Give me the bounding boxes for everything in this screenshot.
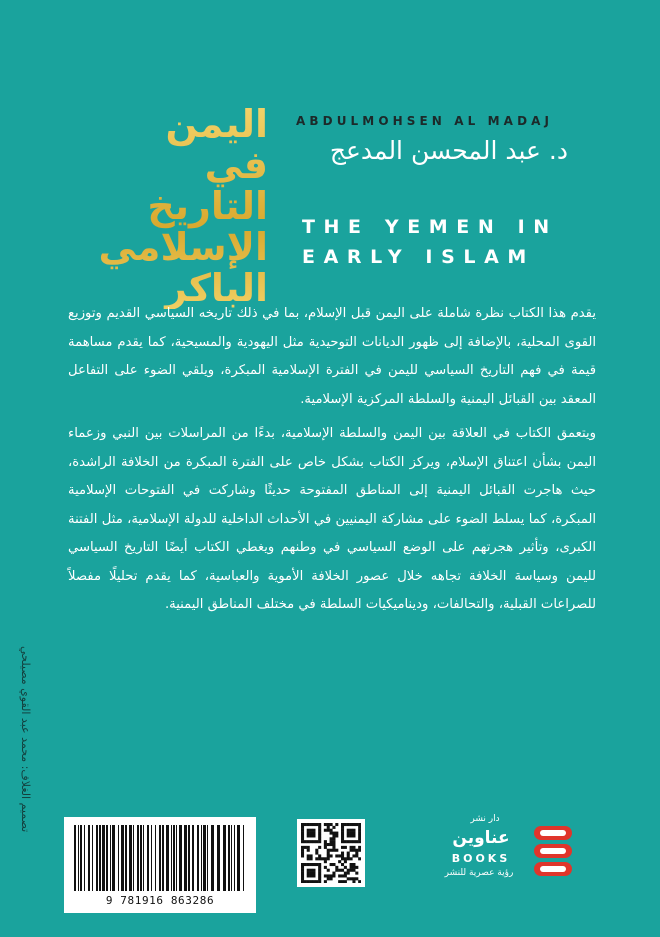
qr-module xyxy=(310,829,313,832)
qr-module xyxy=(347,823,350,826)
qr-module xyxy=(358,832,361,835)
qr-module xyxy=(350,846,353,849)
qr-module xyxy=(312,834,315,837)
barcode-bar xyxy=(143,825,144,891)
qr-module xyxy=(352,869,355,872)
barcode-icon xyxy=(72,825,248,891)
qr-module xyxy=(347,872,350,875)
qr-module xyxy=(358,857,361,860)
qr-module xyxy=(310,834,313,837)
barcode-bar xyxy=(137,825,139,891)
qr-module xyxy=(312,823,315,826)
qr-module xyxy=(352,866,355,869)
isbn-barcode xyxy=(64,817,256,913)
qr-module xyxy=(330,823,333,826)
qr-module xyxy=(350,823,353,826)
qr-module xyxy=(341,829,344,832)
qr-module xyxy=(350,863,353,866)
qr-module xyxy=(324,857,327,860)
qr-module xyxy=(330,837,333,840)
barcode-bar xyxy=(162,825,164,891)
barcode-bar xyxy=(197,825,199,891)
qr-module xyxy=(310,880,313,883)
qr-module xyxy=(350,866,353,869)
qr-module xyxy=(341,846,344,849)
qr-module xyxy=(301,880,304,883)
qr-module xyxy=(355,852,358,855)
qr-module xyxy=(307,849,310,852)
qr-module xyxy=(324,874,327,877)
qr-module xyxy=(358,834,361,837)
qr-module xyxy=(335,866,338,869)
qr-module xyxy=(310,863,313,866)
qr-module xyxy=(358,880,361,883)
qr-module xyxy=(344,823,347,826)
qr-module xyxy=(341,834,344,837)
qr-module xyxy=(347,832,350,835)
qr-module xyxy=(330,877,333,880)
qr-module xyxy=(350,869,353,872)
qr-module xyxy=(327,854,330,857)
qr-module xyxy=(352,829,355,832)
qr-module xyxy=(347,840,350,843)
qr-module xyxy=(332,826,335,829)
qr-module xyxy=(318,840,321,843)
qr-module xyxy=(332,843,335,846)
qr-module xyxy=(352,849,355,852)
english-title-line: THE YEMEN IN xyxy=(302,216,558,238)
qr-module xyxy=(350,832,353,835)
qr-module xyxy=(315,857,318,860)
qr-module xyxy=(344,840,347,843)
qr-module xyxy=(344,872,347,875)
qr-module xyxy=(335,849,338,852)
qr-module xyxy=(301,863,304,866)
barcode-bar xyxy=(176,825,177,891)
barcode-bar xyxy=(88,825,90,891)
qr-module xyxy=(318,826,321,829)
qr-module xyxy=(347,852,350,855)
qr-module xyxy=(324,846,327,849)
qr-module xyxy=(307,823,310,826)
qr-module xyxy=(301,837,304,840)
barcode-bar xyxy=(155,825,156,891)
qr-module xyxy=(307,846,310,849)
arabic-title-line: في xyxy=(204,143,268,187)
qr-module xyxy=(310,872,313,875)
qr-module xyxy=(352,854,355,857)
qr-module xyxy=(307,857,310,860)
qr-module xyxy=(350,829,353,832)
qr-module xyxy=(307,834,310,837)
qr-module xyxy=(347,857,350,860)
qr-module xyxy=(307,854,310,857)
qr-module xyxy=(338,869,341,872)
qr-module xyxy=(318,877,321,880)
qr-module xyxy=(301,849,304,852)
qr-module xyxy=(301,823,304,826)
qr-module xyxy=(327,852,330,855)
qr-module xyxy=(327,869,330,872)
qr-module xyxy=(301,852,304,855)
qr-module xyxy=(341,874,344,877)
barcode-bar xyxy=(121,825,124,891)
barcode-bar xyxy=(140,825,142,891)
qr-module xyxy=(335,834,338,837)
qr-module xyxy=(355,849,358,852)
qr-module xyxy=(344,866,347,869)
qr-module xyxy=(341,863,344,866)
qr-module xyxy=(307,863,310,866)
qr-module xyxy=(312,832,315,835)
barcode-bar xyxy=(159,825,161,891)
barcode-bar xyxy=(74,825,76,891)
qr-module xyxy=(310,840,313,843)
qr-module xyxy=(335,854,338,857)
barcode-bar xyxy=(228,825,230,891)
book-stack-icon xyxy=(532,824,576,880)
qr-module xyxy=(358,829,361,832)
qr-module xyxy=(318,829,321,832)
qr-module xyxy=(341,869,344,872)
qr-module xyxy=(332,846,335,849)
qr-module xyxy=(318,834,321,837)
qr-module xyxy=(324,840,327,843)
qr-module xyxy=(330,874,333,877)
barcode-bar xyxy=(112,825,115,891)
qr-module xyxy=(318,866,321,869)
qr-module xyxy=(318,846,321,849)
qr-module xyxy=(332,840,335,843)
qr-module xyxy=(301,832,304,835)
qr-module xyxy=(304,823,307,826)
qr-module xyxy=(318,832,321,835)
qr-module xyxy=(330,843,333,846)
qr-module xyxy=(341,823,344,826)
qr-module xyxy=(350,857,353,860)
qr-module xyxy=(318,872,321,875)
blurb-paragraph: ويتعمق الكتاب في العلاقة بين اليمن والسلطة الإسلامية، بدءًا من المراسلات بين النبي وزعماء اليمن بشأن اعتناق الإسلام، ويركز الكتاب بشكل خاص على الفترة المبكرة من الخلافة الراشدة، حيث هاجرت القبائل اليمنية إلى المناطق المفتوحة حديثًا وشاركت في الفتوحات الإسلامية المبكرة، كما يسلط الضوء على مشاركة اليمنيين في الأحداث الداخلية للدولة الإسلامية، مثل الفتنة الكبرى، وتأثير هجرتهم على الوضع السياسي في وطنهم ويغطي الكتاب أيضًا التاريخ السياسي لليمن وسياسة الخلافة تجاهه خلال عصور الخلافة الأموية والعباسية، كما يقدم تحليلًا مفصلاً للصراعات القبلية، والتحالفات، وديناميكيات السلطة في مختلف المناطق اليمنية. xyxy=(68,426,596,612)
qr-module xyxy=(324,823,327,826)
qr-module xyxy=(341,826,344,829)
qr-module xyxy=(318,837,321,840)
qr-module xyxy=(307,840,310,843)
qr-module xyxy=(315,852,318,855)
publisher-name-english: BOOKS xyxy=(451,852,511,865)
qr-module xyxy=(301,872,304,875)
qr-module xyxy=(318,880,321,883)
barcode-bar xyxy=(99,825,101,891)
qr-module xyxy=(301,874,304,877)
qr-code-icon xyxy=(301,823,361,883)
barcode-bar xyxy=(237,825,240,891)
qr-module xyxy=(332,863,335,866)
qr-module xyxy=(312,874,315,877)
qr-module xyxy=(318,854,321,857)
qr-module xyxy=(327,843,330,846)
qr-module xyxy=(330,832,333,835)
qr-module xyxy=(350,840,353,843)
qr-module xyxy=(358,846,361,849)
qr-module xyxy=(312,840,315,843)
barcode-bar xyxy=(110,825,111,891)
qr-module xyxy=(301,826,304,829)
barcode-bar xyxy=(171,825,172,891)
barcode-bar xyxy=(201,825,202,891)
qr-module xyxy=(335,832,338,835)
qr-module xyxy=(350,877,353,880)
qr-module xyxy=(344,857,347,860)
qr-module xyxy=(327,877,330,880)
qr-module xyxy=(341,880,344,883)
barcode-bar xyxy=(184,825,187,891)
barcode-bar xyxy=(211,825,214,891)
qr-module xyxy=(332,832,335,835)
qr-module xyxy=(318,863,321,866)
qr-module xyxy=(332,837,335,840)
qr-module xyxy=(341,854,344,857)
qr-module xyxy=(324,880,327,883)
barcode-bar xyxy=(203,825,206,891)
qr-module xyxy=(338,854,341,857)
qr-module xyxy=(304,846,307,849)
qr-module xyxy=(335,823,338,826)
publisher-name-arabic: عناوين xyxy=(452,828,510,848)
blurb-paragraph: يقدم هذا الكتاب نظرة شاملة على اليمن قبل الإسلام، بما في ذلك تاريخه السياسي القديم وتوزيع القوى المحلية، بالإضافة إلى ظهور الديانات التوحيدية مثل اليهودية والمسيحية، كما يقدم مساهمة قيمة في فهم التاريخ السياسي لليمن في الفترة الإسلامية المبكرة، ويلقي الضوء على التفاعل المعقد بين القبائل اليمنية والسلطة المركزية الإسلامية. xyxy=(68,306,596,407)
qr-module xyxy=(312,869,315,872)
qr-module xyxy=(330,829,333,832)
qr-module xyxy=(332,834,335,837)
qr-module xyxy=(355,872,358,875)
qr-module xyxy=(324,829,327,832)
cover-design-credit: تصميم الغلاف: محمد عبد القوي مصيلحي xyxy=(19,645,32,832)
qr-module xyxy=(352,832,355,835)
qr-module xyxy=(307,874,310,877)
barcode-bar xyxy=(147,825,149,891)
barcode-bar xyxy=(192,825,194,891)
qr-module xyxy=(341,840,344,843)
qr-module xyxy=(318,857,321,860)
arabic-title-line: التاريخ xyxy=(147,184,268,228)
qr-module xyxy=(327,829,330,832)
barcode-bar xyxy=(80,825,82,891)
barcode-bar xyxy=(217,825,220,891)
barcode-bar xyxy=(234,825,235,891)
qr-module xyxy=(327,823,330,826)
qr-module xyxy=(315,849,318,852)
barcode-bar xyxy=(118,825,119,891)
qr-module xyxy=(304,863,307,866)
publisher-logo xyxy=(420,812,590,902)
barcode-bar xyxy=(223,825,226,891)
qr-module xyxy=(344,860,347,863)
qr-module xyxy=(341,837,344,840)
qr-module xyxy=(310,857,313,860)
publisher-label: دار نشر xyxy=(470,814,500,824)
qr-module xyxy=(301,866,304,869)
author-name-arabic: د. عبد المحسن المدعج xyxy=(329,136,568,165)
qr-module xyxy=(324,866,327,869)
qr-module xyxy=(315,840,318,843)
barcode-bar xyxy=(78,825,79,891)
qr-module xyxy=(350,834,353,837)
barcode-bar xyxy=(231,825,232,891)
qr-module xyxy=(327,857,330,860)
qr-module xyxy=(341,852,344,855)
qr-module xyxy=(318,869,321,872)
qr-module xyxy=(347,869,350,872)
qr-module xyxy=(352,863,355,866)
qr-module xyxy=(330,849,333,852)
arabic-title-line: اليمن xyxy=(165,102,268,146)
qr-module xyxy=(301,829,304,832)
qr-module xyxy=(324,860,327,863)
qr-module xyxy=(352,840,355,843)
qr-module xyxy=(301,877,304,880)
english-title xyxy=(302,212,602,272)
qr-module xyxy=(355,854,358,857)
barcode-bar xyxy=(96,825,98,891)
qr-module xyxy=(332,872,335,875)
qr-module xyxy=(321,857,324,860)
qr-module xyxy=(332,849,335,852)
qr-module xyxy=(327,849,330,852)
qr-module xyxy=(310,832,313,835)
qr-module xyxy=(330,840,333,843)
english-title-line: EARLY ISLAM xyxy=(302,246,535,268)
qr-module xyxy=(307,872,310,875)
arabic-title xyxy=(96,104,268,309)
qr-module xyxy=(352,823,355,826)
qr-module xyxy=(315,823,318,826)
qr-module xyxy=(310,823,313,826)
barcode-bar xyxy=(102,825,105,891)
barcode-bar xyxy=(92,825,93,891)
qr-module xyxy=(332,874,335,877)
qr-module xyxy=(352,880,355,883)
qr-module xyxy=(350,849,353,852)
qr-module xyxy=(315,863,318,866)
qr-module xyxy=(341,832,344,835)
barcode-bar xyxy=(243,825,244,891)
qr-module xyxy=(310,854,313,857)
barcode-bar xyxy=(207,825,208,891)
qr-module xyxy=(315,880,318,883)
qr-module xyxy=(347,854,350,857)
publisher-tagline: رؤية عصرية للنشر xyxy=(444,868,514,878)
qr-module xyxy=(318,823,321,826)
qr-module xyxy=(358,837,361,840)
qr-module xyxy=(347,829,350,832)
qr-module xyxy=(307,829,310,832)
barcode-bar xyxy=(106,825,108,891)
barcode-bar xyxy=(125,825,127,891)
barcode-bar xyxy=(129,825,132,891)
qr-module xyxy=(307,832,310,835)
qr-module xyxy=(301,869,304,872)
qr-module xyxy=(307,869,310,872)
qr-module xyxy=(312,863,315,866)
qr-module xyxy=(304,840,307,843)
isbn-number: 9 781916 863286 xyxy=(105,894,215,907)
qr-module xyxy=(301,854,304,857)
arabic-title-line: الباكر xyxy=(165,266,268,310)
qr-module xyxy=(355,877,358,880)
qr-module xyxy=(307,880,310,883)
qr-module xyxy=(301,834,304,837)
author-name-english: ABDULMOHSEN AL MADAJ xyxy=(296,114,554,128)
qr-module xyxy=(335,869,338,872)
arabic-title-line: الإسلامي xyxy=(98,225,268,269)
qr-module xyxy=(358,823,361,826)
qr-module xyxy=(327,874,330,877)
qr-module xyxy=(355,840,358,843)
qr-module xyxy=(344,880,347,883)
qr-module xyxy=(312,872,315,875)
qr-module xyxy=(341,857,344,860)
qr-module xyxy=(330,863,333,866)
qr-module xyxy=(310,874,313,877)
qr-module xyxy=(338,860,341,863)
qr-module xyxy=(347,834,350,837)
qr-module xyxy=(330,854,333,857)
barcode-bar xyxy=(188,825,190,891)
qr-code xyxy=(297,819,365,887)
barcode-bar xyxy=(133,825,134,891)
qr-module xyxy=(304,880,307,883)
blurb xyxy=(68,300,596,626)
qr-module xyxy=(355,866,358,869)
qr-module xyxy=(347,877,350,880)
qr-module xyxy=(301,840,304,843)
qr-module xyxy=(358,840,361,843)
qr-module xyxy=(355,823,358,826)
qr-module xyxy=(327,826,330,829)
qr-module xyxy=(312,829,315,832)
barcode-bar xyxy=(151,825,152,891)
barcode-bar xyxy=(179,825,182,891)
qr-module xyxy=(352,834,355,837)
qr-module xyxy=(344,846,347,849)
qr-module xyxy=(358,826,361,829)
qr-module xyxy=(310,869,313,872)
qr-module xyxy=(324,843,327,846)
barcode-bar xyxy=(84,825,85,891)
barcode-bar xyxy=(173,825,175,891)
qr-module xyxy=(344,874,347,877)
qr-module xyxy=(318,874,321,877)
qr-module xyxy=(338,880,341,883)
barcode-bar xyxy=(166,825,169,891)
qr-module xyxy=(301,846,304,849)
qr-module xyxy=(352,877,355,880)
qr-module xyxy=(358,849,361,852)
qr-module xyxy=(338,874,341,877)
qr-module xyxy=(352,846,355,849)
qr-module xyxy=(312,880,315,883)
